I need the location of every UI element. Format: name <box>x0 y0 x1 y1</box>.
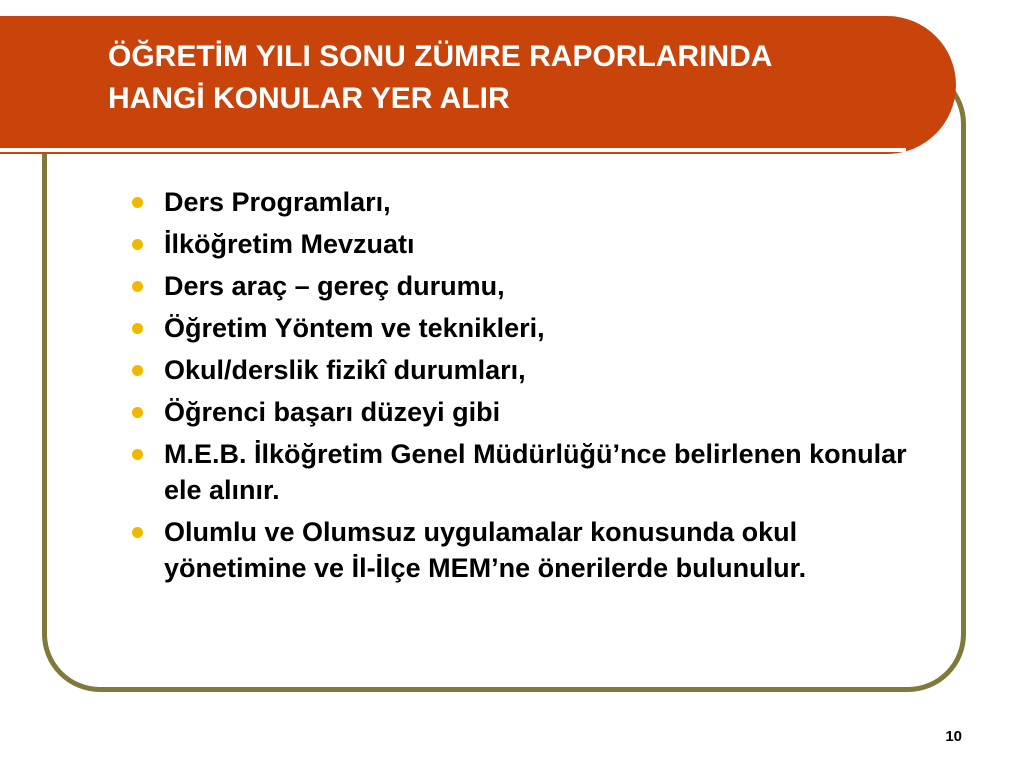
bullet-dot-icon <box>132 239 143 250</box>
bullet-dot-icon <box>132 407 143 418</box>
bullet-item <box>124 184 914 220</box>
bullet-text: Olumlu ve Olumsuz uygulamalar konusunda okul yönetimine ve İl-İlçe MEM’ne önerilerde bulunulur. <box>164 517 807 583</box>
bullet-item <box>124 268 914 304</box>
bullet-item <box>124 514 914 586</box>
bullet-dot-icon <box>132 197 143 208</box>
bullet-item <box>124 226 914 262</box>
bullet-item <box>124 352 914 388</box>
slide-title <box>108 36 928 120</box>
bullet-text: M.E.B. İlköğretim Genel Müdürlüğü’nce belirlenen konular ele alınır. <box>164 439 907 505</box>
bullet-list <box>124 184 914 592</box>
title-underline <box>0 148 906 152</box>
bullet-dot-icon <box>132 449 143 460</box>
bullet-text: Okul/derslik fizikî durumları, <box>164 355 526 385</box>
bullet-dot-icon <box>132 323 143 334</box>
bullet-text: Ders Programları, <box>164 187 391 217</box>
bullet-item <box>124 436 914 508</box>
bullet-text: Öğretim Yöntem ve teknikleri, <box>164 313 545 343</box>
bullet-dot-icon <box>132 281 143 292</box>
bullet-item <box>124 310 914 346</box>
slide-title-line-2: HANGİ KONULAR YER ALIR <box>108 82 510 115</box>
bullet-text: Öğrenci başarı düzeyi gibi <box>164 397 501 427</box>
bullet-dot-icon <box>132 527 143 538</box>
slide-title-line-1: ÖĞRETİM YILI SONU ZÜMRE RAPORLARINDA <box>108 40 773 73</box>
bullet-text: İlköğretim Mevzuatı <box>164 229 415 259</box>
page-number: 10 <box>945 728 962 745</box>
bullet-item <box>124 394 914 430</box>
bullet-dot-icon <box>132 365 143 376</box>
bullet-text: Ders araç – gereç durumu, <box>164 271 505 301</box>
